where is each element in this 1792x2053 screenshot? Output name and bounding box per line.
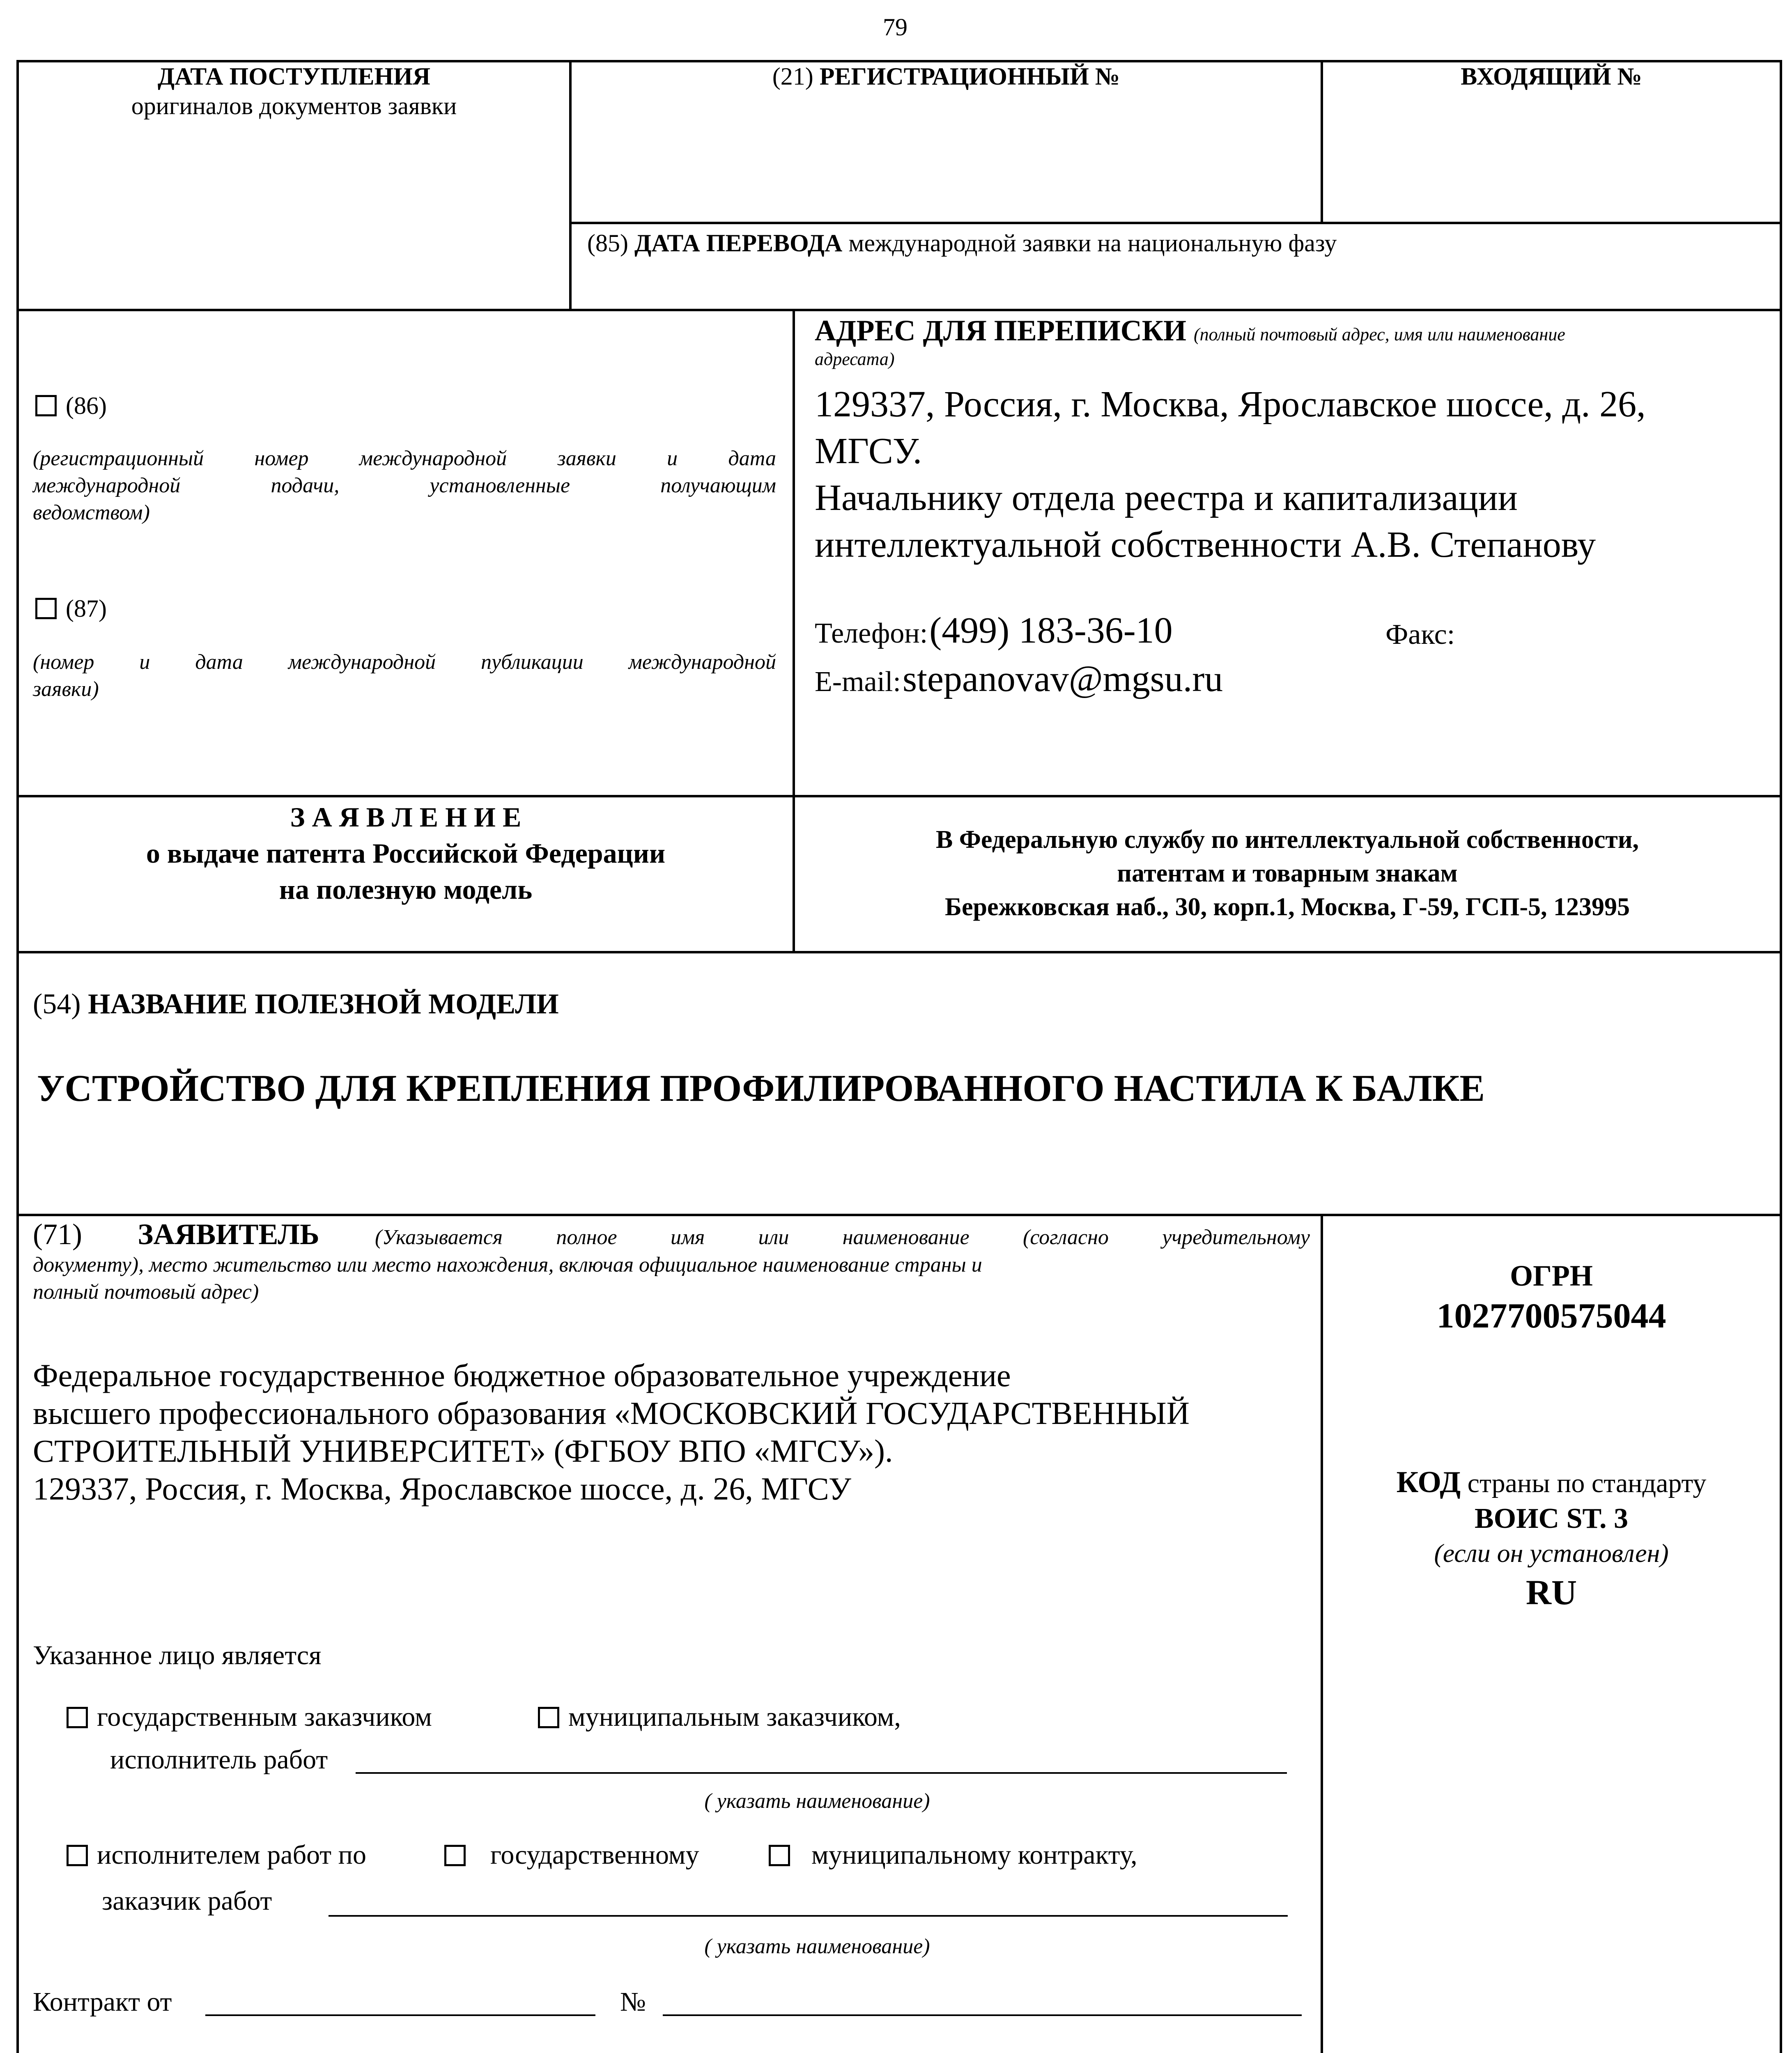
municipal-contract-option xyxy=(769,1839,1137,1872)
country-code-if-set: (если он установлен) xyxy=(1434,1539,1669,1568)
contract-number-label: № xyxy=(620,1987,646,2017)
registration-number-cell xyxy=(572,62,1321,91)
registration-code: (21) xyxy=(772,63,813,90)
checkbox-municipal-contract[interactable] xyxy=(769,1845,790,1866)
checkbox-state-customer[interactable] xyxy=(67,1707,88,1728)
note-87-line2: заявки) xyxy=(33,677,99,701)
model-name-label: НАЗВАНИЕ ПОЛЕЗНОЙ МОДЕЛИ xyxy=(88,988,559,1020)
note-86-line2: международной подачи, установленные получающим xyxy=(33,474,776,497)
receipt-date-cell xyxy=(19,62,569,121)
address-line-1: 129337, Россия, г. Москва, Ярославское шоссе, д. 26, xyxy=(815,384,1646,425)
model-name-label-row xyxy=(33,987,1758,1022)
address-line-3: Начальнику отдела реестра и капитализации xyxy=(815,478,1518,518)
specify-name-note-2: ( указать наименование) xyxy=(704,1935,930,1958)
translation-code: (85) xyxy=(587,230,628,257)
checkbox-state-contract[interactable] xyxy=(444,1845,466,1866)
applicant-note-line-3: полный почтовый адрес) xyxy=(33,1280,259,1304)
applicant-code: (71) xyxy=(33,1218,82,1251)
model-name-code: (54) xyxy=(33,988,81,1020)
contract-from-label: Контракт от xyxy=(33,1987,172,2017)
address-line-2: МГСУ. xyxy=(815,431,922,471)
registration-title: РЕГИСТРАЦИОННЫЙ № xyxy=(819,63,1120,90)
correspondence-address-title: АДРЕС ДЛЯ ПЕРЕПИСКИ xyxy=(815,314,1186,347)
applicant-org-line-4: 129337, Россия, г. Москва, Ярославское шоссе, д. 26, МГСУ xyxy=(33,1471,851,1506)
note-86 xyxy=(33,445,776,526)
country-code-standard: ВОИС ST. 3 xyxy=(1474,1503,1629,1534)
statement-line-3: на полезную модель xyxy=(279,874,533,905)
addressee-cell xyxy=(795,823,1780,924)
address-email-row xyxy=(815,658,1771,700)
checkbox-87-row xyxy=(35,594,107,623)
translation-description: международной заявки на национальную фазу xyxy=(848,230,1337,257)
statement-line-2: о выдаче патента Российской Федерации xyxy=(146,838,666,869)
opt-state-label: государственному xyxy=(490,1840,699,1870)
applicant-org-line-2: высшего профессионального образования «МОСКОВСКИЙ ГОСУДАРСТВЕННЫЙ xyxy=(33,1395,1190,1431)
address-phone-value: (499) 183-36-10 xyxy=(929,610,1173,651)
applicant-org-line-1: Федеральное государственное бюджетное образовательное учреждение xyxy=(33,1357,1011,1393)
country-code-cell xyxy=(1323,1465,1780,1615)
opt-contractor-by-label: исполнителем работ по xyxy=(97,1840,366,1870)
municipal-customer-option xyxy=(538,1701,901,1734)
address-fax-label: Факс: xyxy=(1385,619,1455,650)
addressee-line-1: В Федеральную службу по интеллектуальной собственности, xyxy=(935,826,1639,854)
correspondence-address-cell xyxy=(815,313,1771,370)
note-86-line1: (регистрационный номер международной заявки и дата xyxy=(33,447,776,470)
address-phone-label: Телефон: xyxy=(815,618,928,649)
opt-municipal-customer-label: муниципальным заказчиком, xyxy=(568,1702,901,1732)
opt-state-customer-label: государственным заказчиком xyxy=(97,1702,432,1732)
checkbox-86[interactable] xyxy=(35,395,57,416)
contract-date-input-line[interactable] xyxy=(205,2014,595,2016)
model-name: УСТРОЙСТВО ДЛЯ КРЕПЛЕНИЯ ПРОФИЛИРОВАННОГО НАСТИЛА К БАЛКЕ xyxy=(37,1067,1485,1109)
contract-number-input-line[interactable] xyxy=(663,2014,1302,2016)
person-is-label: Указанное лицо является xyxy=(33,1640,322,1670)
state-contract-option xyxy=(444,1839,699,1872)
addressee-line-3: Бережковская наб., 30, корп.1, Москва, Г-59, ГСП-5, 123995 xyxy=(944,893,1630,921)
code-87: (87) xyxy=(66,595,107,622)
statement-title: З А Я В Л Е Н И Е xyxy=(290,801,522,833)
ogrn-value: 1027700575044 xyxy=(1436,1296,1666,1335)
customer-works-input-line[interactable] xyxy=(329,1915,1288,1917)
ogrn-cell xyxy=(1323,1257,1780,1337)
customer-options-row xyxy=(67,1701,432,1734)
country-code-value: RU xyxy=(1525,1573,1577,1612)
checkbox-municipal-customer[interactable] xyxy=(538,1707,559,1728)
applicant-org-line-3: СТРОИТЕЛЬНЫЙ УНИВЕРСИТЕТ» (ФГБОУ ВПО «МГСУ»). xyxy=(33,1433,893,1469)
opt-municipal-contract-label: муниципальному контракту, xyxy=(811,1840,1137,1870)
note-87 xyxy=(33,649,776,703)
checkbox-contractor-by[interactable] xyxy=(67,1845,88,1866)
address-line-4: интеллектуальной собственности А.В. Степанову xyxy=(815,524,1596,565)
contractor-label: исполнитель работ xyxy=(110,1745,328,1775)
applicant-note-line-1: (Указывается полное имя или наименование (согласно учредительному xyxy=(375,1226,1310,1249)
address-email-label: E-mail: xyxy=(815,666,901,698)
checkbox-86-row xyxy=(35,391,107,420)
country-code-bold: КОД xyxy=(1396,1465,1461,1499)
specify-name-note-1: ( указать наименование) xyxy=(704,1789,930,1813)
applicant-organization xyxy=(33,1357,1314,1508)
translation-title: ДАТА ПЕРЕВОДА xyxy=(634,230,843,257)
note-87-line1: (номер и дата международной публикации международной xyxy=(33,650,776,674)
code-86: (86) xyxy=(66,392,107,419)
country-code-rest: страны по стандарту xyxy=(1467,1468,1707,1498)
note-86-line3: ведомством) xyxy=(33,501,150,524)
applicant-note-line-2: документу), место жительство или место нахождения, включая официальное наименование страны и xyxy=(33,1253,982,1277)
addressee-line-2: патентам и товарным знакам xyxy=(1117,859,1458,887)
statement-title-cell xyxy=(19,799,793,907)
page-number: 79 xyxy=(883,14,907,41)
address-email-value: stepanovav@mgsu.ru xyxy=(902,659,1223,699)
correspondence-address-note: (полный почтовый адрес, имя или наименование xyxy=(1193,324,1565,344)
applicant-header xyxy=(33,1217,1310,1306)
contractor-input-line[interactable] xyxy=(356,1772,1287,1774)
checkbox-87[interactable] xyxy=(35,598,57,619)
customer-works-label: заказчик работ xyxy=(102,1886,272,1916)
correspondence-address-note-2: адресата) xyxy=(815,349,895,369)
receipt-date-subtitle: оригиналов документов заявки xyxy=(131,92,457,119)
applicant-label: ЗАЯВИТЕЛЬ xyxy=(138,1218,319,1251)
receipt-date-title: ДАТА ПОСТУПЛЕНИЯ xyxy=(157,63,431,90)
incoming-number-title: ВХОДЯЩИЙ № xyxy=(1461,63,1642,90)
address-phone-row xyxy=(815,609,1771,652)
contractor-by-option xyxy=(67,1839,366,1872)
ogrn-label: ОГРН xyxy=(1510,1259,1593,1292)
translation-date-cell xyxy=(587,228,1770,258)
correspondence-address xyxy=(815,381,1771,568)
